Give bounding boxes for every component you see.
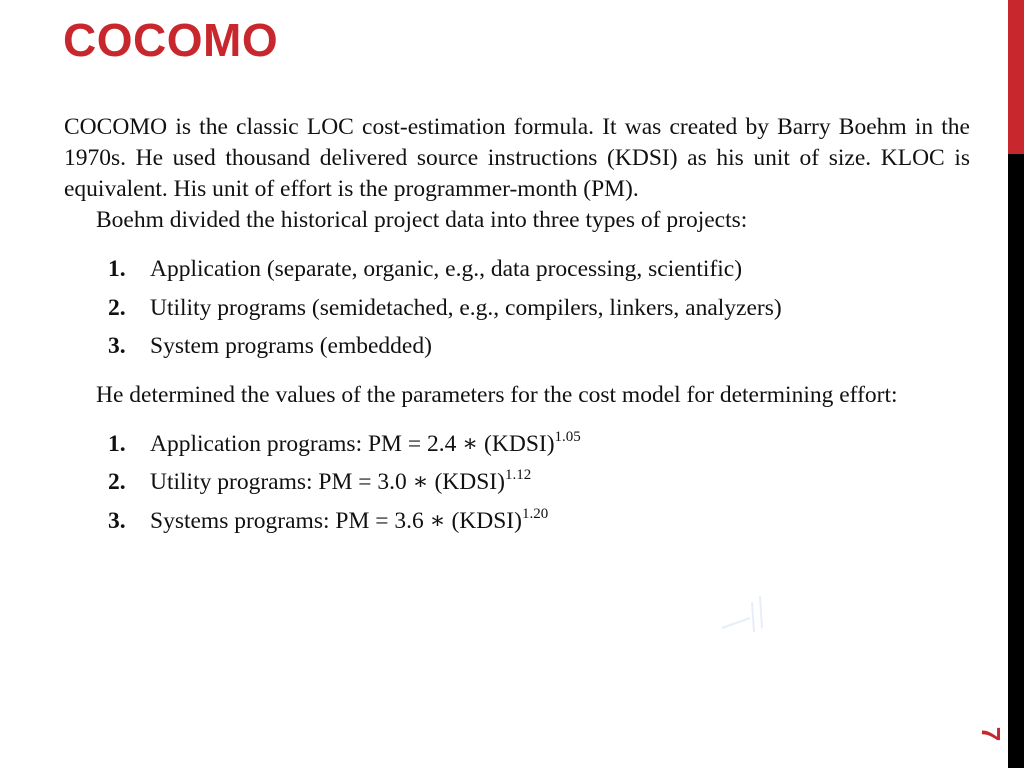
formula-number: 1. xyxy=(108,430,126,457)
formula-exponent: 1.05 xyxy=(554,428,581,445)
list-item-number: 3. xyxy=(108,333,126,359)
project-types-list xyxy=(64,250,970,366)
list-item xyxy=(108,327,970,366)
page-number: 7 xyxy=(976,726,1006,742)
formula-item xyxy=(108,463,970,502)
slide-body xyxy=(64,112,970,540)
formula-list xyxy=(64,425,970,541)
formula-item xyxy=(108,502,970,541)
slide-title: COCOMO xyxy=(63,14,279,66)
list-item-text: Application (separate, organic, e.g., data processing, scientific) xyxy=(150,256,743,282)
formula-exponent: 1.20 xyxy=(521,505,549,522)
formula-base: Systems programs: PM = 3.6 ∗ (KDSI) xyxy=(150,507,522,534)
list-item xyxy=(108,250,970,289)
formula-text xyxy=(150,425,581,464)
faint-watermark-mark xyxy=(720,592,770,636)
list-item-number: 1. xyxy=(108,256,126,282)
list-item-text: System programs (embedded) xyxy=(150,333,432,359)
parameters-paragraph: He determined the values of the parameters for the cost model for determining effort: xyxy=(96,381,898,408)
list-item-text: Utility programs (semidetached, e.g., compilers, linkers, analyzers) xyxy=(150,294,782,321)
intro-paragraph: COCOMO is the classic LOC cost-estimation formula. It was created by Barry Boehm in the 1970s. He used thousand delivered source instructions (KDSI) as his unit of size. KLOC is equivalent. His unit of effort is the programmer-month (PM). xyxy=(64,114,970,202)
formula-base: Utility programs: PM = 3.0 ∗ (KDSI) xyxy=(150,469,505,495)
formula-number: 2. xyxy=(108,469,126,495)
side-accent-bar-black xyxy=(1008,154,1024,768)
formula-text xyxy=(150,463,531,502)
list-item xyxy=(108,289,970,328)
formula-item xyxy=(108,425,970,464)
formula-text xyxy=(150,502,548,541)
project-types-intro: Boehm divided the historical project data into three types of projects: xyxy=(96,207,748,233)
formula-base: Application programs: PM = 2.4 ∗ (KDSI) xyxy=(150,430,555,457)
side-accent-bar-red xyxy=(1008,0,1024,154)
formula-number: 3. xyxy=(108,507,126,534)
formula-exponent: 1.12 xyxy=(504,467,532,483)
list-item-number: 2. xyxy=(108,294,126,321)
